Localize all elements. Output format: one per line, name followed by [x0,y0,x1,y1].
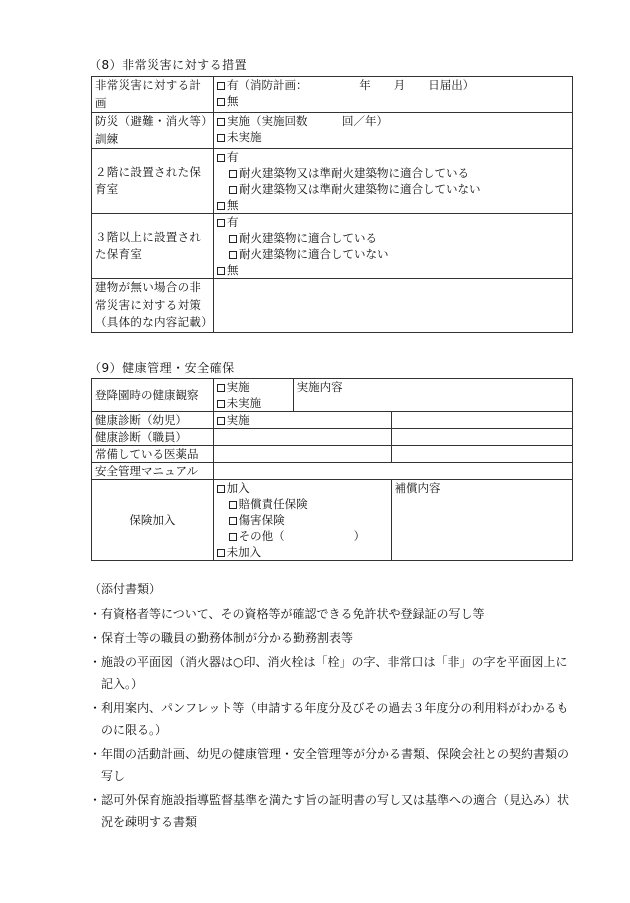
list-item: ・利用案内、パンフレット等（申請する年度分及びその過去３年度分の利用料がわかるものに限る。） [89,701,569,737]
drill-not-option: 未実施 [227,130,262,144]
checkup-staff-field[interactable] [213,429,391,446]
table-row [92,480,573,561]
table-row [92,429,573,446]
checkbox-icon[interactable] [229,501,237,509]
insurance-sub1-option: 賠償責任保険 [238,497,308,511]
attendance-not-option: 未実施 [226,396,262,410]
checkbox-icon[interactable] [229,251,237,259]
table-row [92,446,573,463]
floor2-yes-option: 有 [227,150,239,164]
attendance-label: 登降園時の健康観察 [92,379,214,412]
drill-label: 防災（避難・消火等）訓練 [92,113,214,149]
manual-label: 安全管理マニュアル [92,463,214,480]
checkup-child-done-option: 実施 [226,413,250,427]
plan-yes-option: 有（消防計画： 年 月 日届出） [227,78,475,92]
list-item: ・保育士等の職員の勤務体制が分かる勤務割表等 [89,631,354,645]
checkbox-icon[interactable] [217,118,225,126]
floor2-label: ２階に設置された保育室 [92,149,214,214]
section-8-title: （8）非常災害に対する措置 [89,58,248,72]
table-row [92,214,573,279]
floor3-sub1-option: 耐火建築物に適合している [239,231,377,245]
table-row [92,77,573,113]
attendance-done-option: 実施 [226,380,250,394]
floor3-label: ３階以上に設置された保育室 [92,214,214,279]
checkbox-icon[interactable] [229,533,237,541]
floor2-no-option: 無 [227,198,239,212]
drill-options [214,113,573,149]
checkup-staff-field-2[interactable] [391,429,572,446]
checkbox-icon[interactable] [217,98,225,106]
list-item: ・有資格者等について、その資格等が確認できる免許状や登録証の写し等 [89,607,485,621]
attendance-options [213,379,293,412]
table-row [92,113,573,149]
floor3-no-option: 無 [227,263,239,277]
checkbox-icon[interactable] [217,82,225,90]
checkbox-icon[interactable] [217,384,225,392]
checkbox-icon[interactable] [229,186,237,194]
list-item: ・年間の活動計画、幼児の健康管理・安全管理等が分かる書類、保険会社との契約書類の写し [89,747,570,783]
floor3-sub2-option: 耐火建築物に適合していない [239,247,389,261]
checkbox-icon[interactable] [229,235,237,243]
attachments-heading: （添付書類） [89,582,162,596]
attachments [89,580,579,835]
checkbox-icon[interactable] [217,202,225,210]
checkbox-icon[interactable] [217,485,225,493]
floor3-options [214,214,573,279]
checkup-child-field[interactable] [391,412,572,429]
insurance-not-option: 未加入 [226,545,262,559]
floor3-yes-option: 有 [227,215,239,229]
checkbox-icon[interactable] [217,417,225,425]
insurance-sub2-option: 傷害保険 [238,513,285,527]
nobuilding-field[interactable] [214,279,573,333]
plan-label: 非常災害に対する計画 [92,77,214,113]
checkup-staff-label: 健康診断（職員） [92,429,214,446]
insurance-comp: 補償内容 [391,480,572,561]
drill-done-option: 実施（実施回数 回／年） [227,114,388,128]
floor2-options [214,149,573,214]
plan-options [214,77,573,113]
list-item: ・認可外保育施設指導監督基準を満たす旨の証明書の写し又は基準への適合（見込み）状況を疎明する書類 [89,793,570,829]
nobuilding-label: 建物が無い場合の非常災害に対する対策（具体的な内容記載） [92,279,214,333]
disaster-measures-table [91,76,573,333]
table-row [92,463,573,480]
insurance-label: 保険加入 [92,480,214,561]
medicine-label: 常備している医薬品 [92,446,214,463]
table-row [92,379,573,412]
health-safety-table [91,378,573,561]
table-row [92,279,573,333]
manual-field[interactable] [213,463,572,480]
insurance-sub3-option: その他（ ） [238,529,366,543]
checkbox-icon[interactable] [217,154,225,162]
insurance-options [213,480,391,561]
checkbox-icon[interactable] [217,267,225,275]
floor2-sub1-option: 耐火建築物又は準耐火建築物に適合している [239,166,469,180]
table-row [92,149,573,214]
checkbox-icon[interactable] [217,134,225,142]
plan-no-option: 無 [227,94,239,108]
checkup-child-label: 健康診断（幼児） [92,412,214,429]
checkup-child-options [213,412,391,429]
floor2-sub2-option: 耐火建築物又は準耐火建築物に適合していない [239,182,481,196]
checkbox-icon[interactable] [217,400,225,408]
checkbox-icon[interactable] [229,517,237,525]
attendance-content: 実施内容 [293,379,572,412]
insurance-join-option: 加入 [226,481,250,495]
list-item: ・施設の平面図（消火器は○印、消火栓は「栓」の字、非常口は「非」の字を平面図上に記入。） [89,655,568,691]
checkbox-icon[interactable] [217,549,225,557]
table-row [92,412,573,429]
medicine-field-2[interactable] [391,446,572,463]
checkbox-icon[interactable] [229,170,237,178]
section-9-title: （9）健康管理・安全確保 [89,361,235,375]
medicine-field[interactable] [213,446,391,463]
checkbox-icon[interactable] [217,219,225,227]
